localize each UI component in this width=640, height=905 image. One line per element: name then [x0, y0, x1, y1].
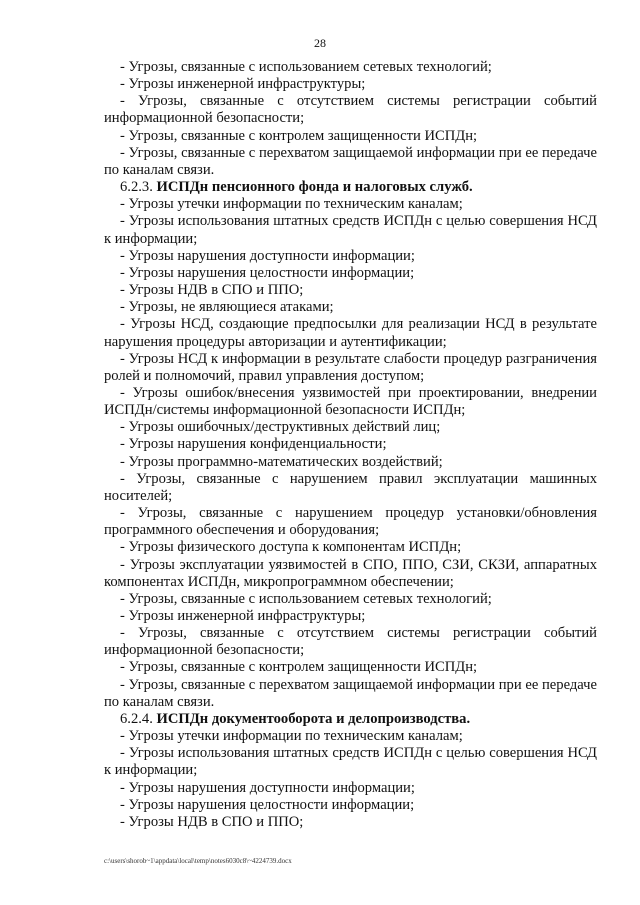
threat-list-item: - Угрозы, связанные с отсутствием системы регистрации событий информационной безопасности; [104, 625, 597, 659]
threat-list-item: - Угрозы инженерной инфраструктуры; [120, 608, 366, 624]
threat-list-item: - Угрозы, связанные с нарушением процедур установки/обновления программного обеспечения и оборудования; [104, 505, 597, 539]
section-heading [104, 711, 597, 728]
threat-list-item: - Угрозы нарушения конфиденциальности; [120, 436, 387, 453]
threat-list-item: - Угрозы, связанные с перехватом защищаемой информации при ее передаче по каналам связи. [104, 676, 597, 710]
section-title: ИСПДн пенсионного фонда и налоговых служб. [156, 179, 473, 196]
threat-list-item: - Угрозы нарушения доступности информации; [120, 779, 415, 796]
section-number: 6.2.4. [120, 710, 157, 727]
threat-list-item: - Угрозы использования штатных средств ИСПДн с целью совершения НСД к информации; [104, 213, 597, 247]
file-path-footer: c:\users\shorob~1\appdata\local\temp\notes6030c8\~4224739.docx [104, 857, 292, 865]
threat-list-item: - Угрозы ошибочных/деструктивных действий лиц; [120, 419, 441, 436]
threat-list-item: - Угрозы инженерной инфраструктуры; [120, 76, 366, 93]
page-number: 28 [314, 36, 326, 50]
threat-list-item: - Угрозы утечки информации по техническим каналам; [120, 196, 463, 213]
threat-list-item: - Угрозы НСД к информации в результате слабости процедур разграничения ролей и полномочий, правил управления доступом; [104, 350, 597, 384]
threat-list-item: - Угрозы, связанные с контролем защищенности ИСПДн; [120, 659, 478, 676]
threat-list-item: - Угрозы использования штатных средств ИСПДн с целью совершения НСД к информации; [104, 745, 597, 779]
section-number: 6.2.3. [120, 179, 157, 196]
section-title: ИСПДн документооборота и делопроизводства. [156, 710, 471, 727]
threat-list-item: - Угрозы, не являющиеся атаками; [120, 299, 334, 316]
threat-list-item: - Угрозы НДВ в СПО и ППО; [120, 282, 304, 299]
threat-list-item: - Угрозы нарушения целостности информации; [120, 264, 415, 281]
threat-list-item: - Угрозы НСД, создающие предпосылки для реализации НСД в результате нарушения процедуры авторизации и аутентификации; [104, 316, 597, 350]
section-heading [104, 179, 597, 196]
threat-list-item: - Угрозы, связанные с перехватом защищаемой информации при ее передаче по каналам связи. [104, 144, 597, 178]
threat-list-item: - Угрозы, связанные с отсутствием системы регистрации событий информационной безопасности; [104, 93, 597, 127]
document-body [104, 59, 597, 831]
threat-list-item: - Угрозы нарушения доступности информации; [120, 247, 415, 264]
threat-list-item: - Угрозы утечки информации по техническим каналам; [120, 728, 463, 745]
threat-list-item: - Угрозы физического доступа к компонентам ИСПДн; [120, 539, 462, 556]
threat-list-item: - Угрозы НДВ в СПО и ППО; [120, 813, 304, 830]
threat-list-item: - Угрозы программно-математических воздействий; [120, 453, 443, 470]
threat-list-item: - Угрозы, связанные с контролем защищенности ИСПДн; [120, 127, 478, 144]
threat-list-item: - Угрозы, связанные с использованием сетевых технологий; [120, 59, 492, 75]
threat-list-item: - Угрозы, связанные с нарушением правил эксплуатации машинных носителей; [104, 470, 597, 504]
threat-list-item: - Угрозы нарушения целостности информации; [120, 796, 415, 813]
threat-list-item: - Угрозы, связанные с использованием сетевых технологий; [120, 590, 492, 607]
threat-list-item: - Угрозы ошибок/внесения уязвимостей при проектировании, внедрении ИСПДн/системы информационной безопасности ИСПДн; [104, 384, 597, 419]
threat-list-item: - Угрозы эксплуатации уязвимостей в СПО, ППО, СЗИ, СКЗИ, аппаратных компонентах ИСПДн, микропрограммном обеспечении; [104, 556, 597, 590]
